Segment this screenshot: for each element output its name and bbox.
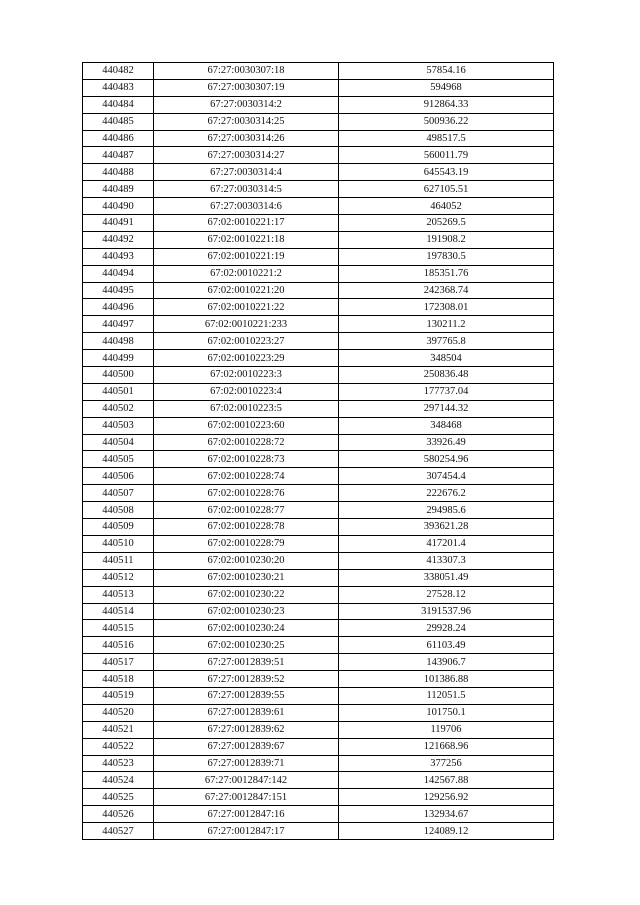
row-number-cell: 440503: [83, 417, 154, 434]
row-number-cell: 440487: [83, 147, 154, 164]
row-number-cell: 440483: [83, 79, 154, 96]
cadastral-number-cell: 67:27:0030314:27: [154, 147, 339, 164]
table-row: [83, 654, 554, 671]
cadastral-number-cell: 67:27:0012839:62: [154, 721, 339, 738]
row-number-cell: 440515: [83, 620, 154, 637]
cadastral-number-cell: 67:27:0012847:17: [154, 823, 339, 840]
cadastral-number-cell: 67:27:0012839:71: [154, 755, 339, 772]
row-number-cell: 440520: [83, 704, 154, 721]
table-row: [83, 147, 554, 164]
cadastral-value-cell: 627105.51: [339, 181, 554, 198]
table-row: [83, 299, 554, 316]
cadastral-value-cell: 129256.92: [339, 789, 554, 806]
cadastral-value-cell: 348504: [339, 350, 554, 367]
row-number-cell: 440517: [83, 654, 154, 671]
cadastral-number-cell: 67:27:0030314:5: [154, 181, 339, 198]
cadastral-number-cell: 67:27:0012847:142: [154, 772, 339, 789]
table-row: [83, 181, 554, 198]
table-row: [83, 738, 554, 755]
row-number-cell: 440501: [83, 383, 154, 400]
table-row: [83, 451, 554, 468]
cadastral-number-cell: 67:02:0010228:77: [154, 502, 339, 519]
cadastral-number-cell: 67:27:0012839:67: [154, 738, 339, 755]
row-number-cell: 440494: [83, 265, 154, 282]
table-row: [83, 248, 554, 265]
table-row: [83, 806, 554, 823]
table-row: [83, 316, 554, 333]
row-number-cell: 440510: [83, 535, 154, 552]
row-number-cell: 440509: [83, 519, 154, 536]
row-number-cell: 440525: [83, 789, 154, 806]
row-number-cell: 440506: [83, 468, 154, 485]
table-row: [83, 519, 554, 536]
cadastral-value-cell: 142567.88: [339, 772, 554, 789]
cadastral-value-cell: 3191537.96: [339, 603, 554, 620]
row-number-cell: 440499: [83, 350, 154, 367]
cadastral-value-cell: 61103.49: [339, 637, 554, 654]
row-number-cell: 440497: [83, 316, 154, 333]
row-number-cell: 440484: [83, 96, 154, 113]
table-row: [83, 434, 554, 451]
cadastral-value-cell: 393621.28: [339, 519, 554, 536]
table-row: [83, 823, 554, 840]
table-row: [83, 772, 554, 789]
row-number-cell: 440514: [83, 603, 154, 620]
table-row: [83, 755, 554, 772]
table-row: [83, 350, 554, 367]
cadastral-value-cell: 172308.01: [339, 299, 554, 316]
row-number-cell: 440516: [83, 637, 154, 654]
row-number-cell: 440500: [83, 367, 154, 384]
cadastral-number-cell: 67:27:0030307:19: [154, 79, 339, 96]
cadastral-number-cell: 67:02:0010228:74: [154, 468, 339, 485]
table-row: [83, 130, 554, 147]
row-number-cell: 440519: [83, 687, 154, 704]
cadastral-number-cell: 67:02:0010223:27: [154, 333, 339, 350]
cadastral-value-cell: 124089.12: [339, 823, 554, 840]
cadastral-value-cell: 27528.12: [339, 586, 554, 603]
cadastral-number-cell: 67:27:0030314:2: [154, 96, 339, 113]
cadastral-number-cell: 67:02:0010230:20: [154, 552, 339, 569]
cadastral-number-cell: 67:02:0010230:22: [154, 586, 339, 603]
table-row: [83, 63, 554, 80]
table-row: [83, 485, 554, 502]
table-row: [83, 637, 554, 654]
table-row: [83, 721, 554, 738]
cadastral-number-cell: 67:02:0010223:5: [154, 400, 339, 417]
table-row: [83, 265, 554, 282]
table-row: [83, 552, 554, 569]
cadastral-value-cell: 197830.5: [339, 248, 554, 265]
cadastral-number-cell: 67:27:0030307:18: [154, 63, 339, 80]
cadastral-number-cell: 67:02:0010230:25: [154, 637, 339, 654]
row-number-cell: 440498: [83, 333, 154, 350]
cadastral-number-cell: 67:02:0010228:78: [154, 519, 339, 536]
cadastral-number-cell: 67:27:0030314:4: [154, 164, 339, 181]
cadastral-value-cell: 177737.04: [339, 383, 554, 400]
cadastral-number-cell: 67:02:0010228:73: [154, 451, 339, 468]
table-row: [83, 231, 554, 248]
cadastral-value-cell: 297144.32: [339, 400, 554, 417]
cadastral-value-cell: 417201.4: [339, 535, 554, 552]
row-number-cell: 440489: [83, 181, 154, 198]
cadastral-number-cell: 67:27:0030314:25: [154, 113, 339, 130]
row-number-cell: 440526: [83, 806, 154, 823]
row-number-cell: 440482: [83, 63, 154, 80]
cadastral-value-cell: 413307.3: [339, 552, 554, 569]
cadastral-number-cell: 67:02:0010230:24: [154, 620, 339, 637]
cadastral-number-cell: 67:02:0010221:18: [154, 231, 339, 248]
cadastral-number-cell: 67:27:0012847:151: [154, 789, 339, 806]
table-row: [83, 468, 554, 485]
table-row: [83, 282, 554, 299]
row-number-cell: 440523: [83, 755, 154, 772]
row-number-cell: 440491: [83, 215, 154, 232]
row-number-cell: 440493: [83, 248, 154, 265]
cadastral-value-cell: 294985.6: [339, 502, 554, 519]
row-number-cell: 440485: [83, 113, 154, 130]
table-body: [83, 63, 554, 840]
cadastral-value-cell: 307454.4: [339, 468, 554, 485]
cadastral-value-cell: 242368.74: [339, 282, 554, 299]
cadastral-number-cell: 67:27:0012847:16: [154, 806, 339, 823]
table-row: [83, 789, 554, 806]
cadastral-value-cell: 112051.5: [339, 687, 554, 704]
cadastral-number-cell: 67:27:0012839:55: [154, 687, 339, 704]
table-row: [83, 417, 554, 434]
row-number-cell: 440490: [83, 198, 154, 215]
cadastral-number-cell: 67:27:0030314:26: [154, 130, 339, 147]
table-row: [83, 400, 554, 417]
row-number-cell: 440522: [83, 738, 154, 755]
table-row: [83, 502, 554, 519]
table-row: [83, 687, 554, 704]
row-number-cell: 440527: [83, 823, 154, 840]
cadastral-value-cell: 560011.79: [339, 147, 554, 164]
table-row: [83, 535, 554, 552]
cadastral-number-cell: 67:02:0010230:23: [154, 603, 339, 620]
cadastral-number-cell: 67:02:0010223:3: [154, 367, 339, 384]
cadastral-value-cell: 132934.67: [339, 806, 554, 823]
cadastral-value-cell: 580254.96: [339, 451, 554, 468]
cadastral-number-cell: 67:27:0012839:52: [154, 671, 339, 688]
cadastral-value-cell: 57854.16: [339, 63, 554, 80]
cadastral-value-cell: 594968: [339, 79, 554, 96]
cadastral-value-cell: 500936.22: [339, 113, 554, 130]
table-row: [83, 215, 554, 232]
cadastral-value-cell: 101750.1: [339, 704, 554, 721]
cadastral-number-cell: 67:02:0010221:19: [154, 248, 339, 265]
cadastral-value-cell: 348468: [339, 417, 554, 434]
cadastral-number-cell: 67:02:0010223:29: [154, 350, 339, 367]
cadastral-value-cell: 205269.5: [339, 215, 554, 232]
cadastral-value-cell: 338051.49: [339, 569, 554, 586]
row-number-cell: 440492: [83, 231, 154, 248]
row-number-cell: 440505: [83, 451, 154, 468]
cadastral-number-cell: 67:27:0030314:6: [154, 198, 339, 215]
cadastral-value-cell: 397765.8: [339, 333, 554, 350]
table-row: [83, 198, 554, 215]
cadastral-value-cell: 185351.76: [339, 265, 554, 282]
row-number-cell: 440502: [83, 400, 154, 417]
cadastral-number-cell: 67:02:0010228:76: [154, 485, 339, 502]
cadastral-value-cell: 912864.33: [339, 96, 554, 113]
cadastral-number-cell: 67:02:0010221:2: [154, 265, 339, 282]
cadastral-value-cell: 222676.2: [339, 485, 554, 502]
row-number-cell: 440508: [83, 502, 154, 519]
table-row: [83, 620, 554, 637]
table-row: [83, 333, 554, 350]
cadastral-number-cell: 67:27:0012839:51: [154, 654, 339, 671]
cadastral-value-cell: 29928.24: [339, 620, 554, 637]
cadastral-value-cell: 191908.2: [339, 231, 554, 248]
cadastral-number-cell: 67:02:0010221:17: [154, 215, 339, 232]
table-row: [83, 671, 554, 688]
table-row: [83, 383, 554, 400]
cadastral-number-cell: 67:02:0010221:22: [154, 299, 339, 316]
table-row: [83, 113, 554, 130]
table-row: [83, 603, 554, 620]
table-row: [83, 569, 554, 586]
row-number-cell: 440518: [83, 671, 154, 688]
table-row: [83, 96, 554, 113]
row-number-cell: 440496: [83, 299, 154, 316]
table-row: [83, 367, 554, 384]
cadastral-value-cell: 143906.7: [339, 654, 554, 671]
table-row: [83, 79, 554, 96]
row-number-cell: 440507: [83, 485, 154, 502]
cadastral-value-cell: 250836.48: [339, 367, 554, 384]
row-number-cell: 440488: [83, 164, 154, 181]
row-number-cell: 440521: [83, 721, 154, 738]
table-row: [83, 164, 554, 181]
row-number-cell: 440511: [83, 552, 154, 569]
row-number-cell: 440504: [83, 434, 154, 451]
cadastral-value-cell: 33926.49: [339, 434, 554, 451]
cadastral-value-cell: 464052: [339, 198, 554, 215]
row-number-cell: 440495: [83, 282, 154, 299]
cadastral-number-cell: 67:02:0010230:21: [154, 569, 339, 586]
row-number-cell: 440486: [83, 130, 154, 147]
cadastral-value-cell: 130211.2: [339, 316, 554, 333]
cadastral-number-cell: 67:02:0010228:72: [154, 434, 339, 451]
cadastral-value-cell: 498517.5: [339, 130, 554, 147]
cadastral-number-cell: 67:02:0010221:20: [154, 282, 339, 299]
row-number-cell: 440524: [83, 772, 154, 789]
table-row: [83, 586, 554, 603]
cadastral-value-cell: 119706: [339, 721, 554, 738]
table-row: [83, 704, 554, 721]
cadastral-number-cell: 67:27:0012839:61: [154, 704, 339, 721]
cadastral-value-table: [82, 62, 554, 840]
cadastral-value-cell: 101386.88: [339, 671, 554, 688]
row-number-cell: 440513: [83, 586, 154, 603]
cadastral-value-cell: 645543.19: [339, 164, 554, 181]
cadastral-number-cell: 67:02:0010221:233: [154, 316, 339, 333]
cadastral-value-cell: 121668.96: [339, 738, 554, 755]
cadastral-number-cell: 67:02:0010223:4: [154, 383, 339, 400]
cadastral-number-cell: 67:02:0010228:79: [154, 535, 339, 552]
row-number-cell: 440512: [83, 569, 154, 586]
cadastral-value-cell: 377256: [339, 755, 554, 772]
cadastral-number-cell: 67:02:0010223:60: [154, 417, 339, 434]
